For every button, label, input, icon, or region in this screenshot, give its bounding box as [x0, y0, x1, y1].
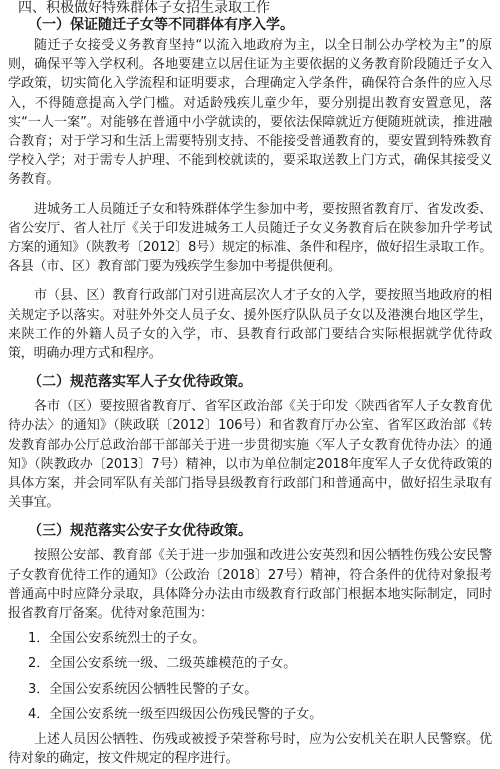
paragraph: 按照公安部、教育部《关于进一步加强和改进公安英烈和因公牺牲伤残公安民警子女教育优待工作的通知》（公政治〔2018〕27号）精神，符合条件的优待对象报考普通高中时应降分录取，具体降分办法由市级教育行政部门根据本地实际制定，同时报省教育厅备案。优待对象范围为： — [8, 548, 492, 622]
list-item: 1．全国公安系统烈士的子女。 — [28, 631, 206, 647]
subsection-title-2: （二）规范落实军人子女优待政策。 — [28, 374, 252, 391]
paragraph: 市（县、区）教育行政部门对引进高层次人才子女的入学，要按照当地政府的相关规定予以落实。对驻外外交人员子女、援外医疗队队员子女以及港澳台地区学生，来陕工作的外籍人员子女的入学，市、县教育行政部门要结合实际根据就学优待政策，明确办理方式和程序。 — [8, 288, 492, 362]
list-item: 3．全国公安系统因公牺牲民警的子女。 — [28, 681, 258, 697]
subsection-title-3: （三）规范落实公安子女优待政策。 — [28, 523, 252, 540]
list-item: 2．全国公安系统一级、二级英雄模范的子女。 — [28, 656, 297, 672]
subsection-title-1: （一）保证随迁子女等不同群体有序入学。 — [28, 17, 294, 33]
section-title: 四、积极做好特殊群体子女招生录取工作 — [18, 0, 270, 16]
list-item: 4．全国公安系统一级至四级因公伤残民警的子女。 — [28, 706, 323, 722]
paragraph: 各市（区）要按照省教育厅、省军区政治部《关于印发〈陕西省军人子女教育优待办法〉的通知》（陕政联〔2012〕106号）和省教育厅办公室、省军区政治部《转发教育部办公厅总政治部干部部关于进一步贯彻实施〈军人子女教育优待办法〉的通知》（陕教政办〔2013〕7号）精神，以市为单位制定2018年度军人子女优待政策的具体方案，并会同军队有关部门指导县级教育行政部门和普通高中，做好招生录取有关事宜。 — [8, 399, 492, 511]
closing-paragraph: 上述人员因公牺牲、伤残或被授予荣誉称号时，应为公安机关在职人民警察。优待对象的确定，按文件规定的程序进行。 — [8, 732, 492, 767]
paragraph: 随迁子女接受义务教育坚持“以流入地政府为主，以全日制公办学校为主”的原则，确保平等入学权利。各地要建立以居住证为主要依据的义务教育阶段随迁子女入学政策，切实简化入学流程和证明要求，合理确定入学条件，确保符合条件的应入尽入，不得随意提高入学门槛。对适龄残疾儿童少年，要分别提出教育安置意见，落实“一人一案”。对能够在普通中小学就读的，要依法保障就近方便随班就读，推进融合教育；对于学习和生活上需要特别支持、不能接受普通教育的，要安置到特殊教育学校入学；对于需专人护理、不能到校就读的，要采取送教上门方式，确保其接受义务教育。 — [8, 38, 492, 188]
paragraph: 进城务工人员随迁子女和特殊群体学生参加中考，要按照省教育厅、省发改委、省公安厅、省人社厅《关于印发进城务工人员随迁子女义务教育后在陕参加升学考试方案的通知》（陕教考〔2012〕8号）规定的标准、条件和程序，做好招生录取工作。各县（市、区）教育部门要为残疾学生参加中考提供便利。 — [8, 201, 492, 275]
